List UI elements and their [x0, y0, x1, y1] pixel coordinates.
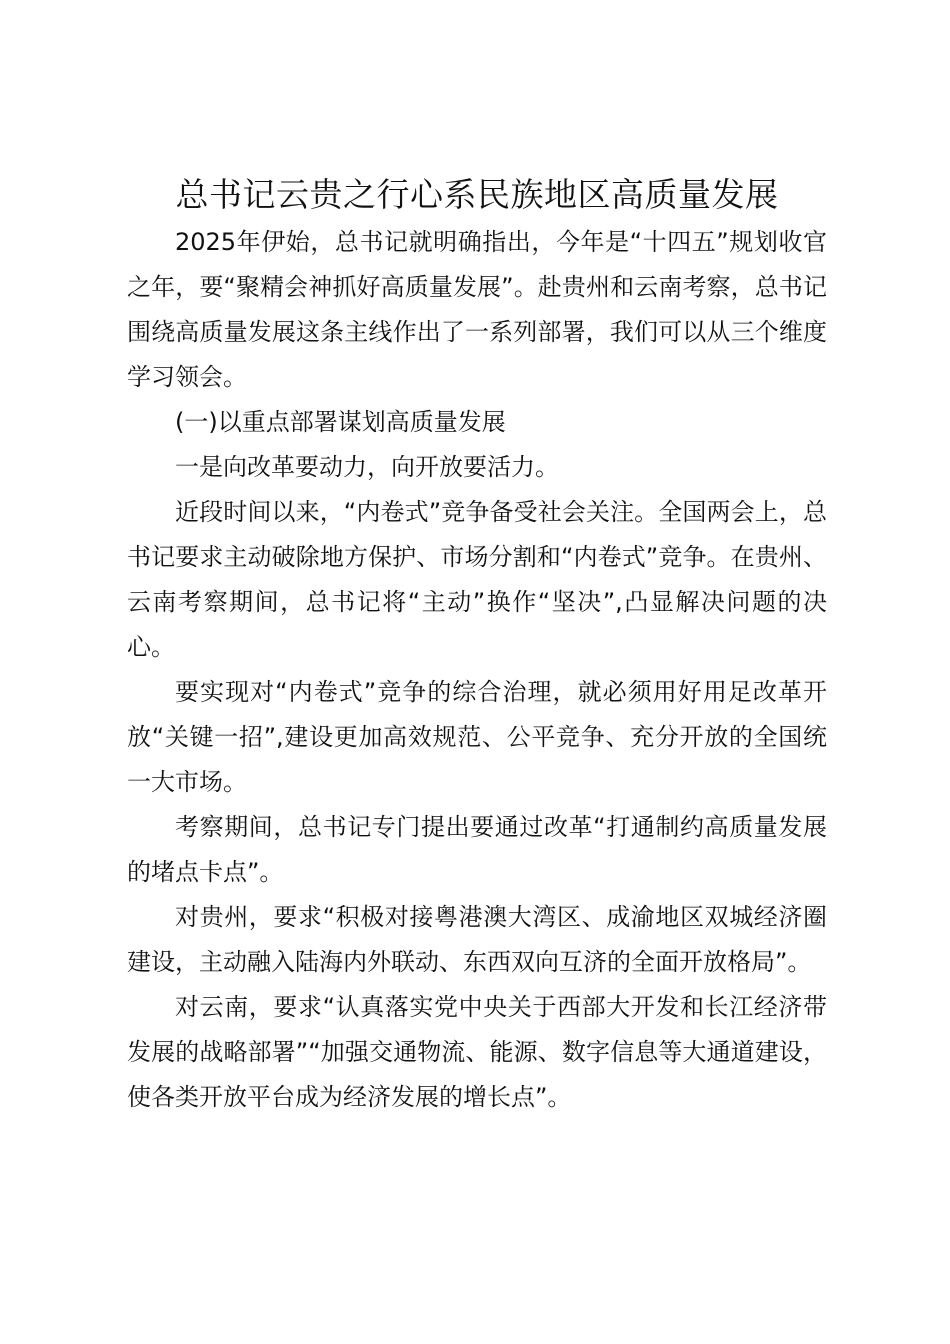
paragraph-guizhou: 对贵州，要求“积极对接粤港澳大湾区、成渝地区双城经济圈建设，主动融入陆海内外联动、东西双向互济的全面开放格局”。: [127, 903, 827, 976]
paragraph: 近段时间以来，“内卷式”竞争备受社会关注。全国两会上，总书记要求主动破除地方保护、市场分割和“内卷式”竞争。在贵州、云南考察期间，总书记将“主动”换作“坚决”,凸显解决问题的决心。: [127, 498, 827, 661]
document-body: [127, 170, 827, 1120]
section-heading: (一)以重点部署谋划高质量发展: [175, 408, 506, 436]
paragraph-point-one: 一是向改革要动力，向开放要活力。: [175, 453, 559, 481]
paragraph-yunnan: 对云南，要求“认真落实党中央关于西部大开发和长江经济带发展的战略部署”“加强交通物流、能源、数字信息等大通道建设，使各类开放平台成为经济发展的增长点”。: [127, 993, 827, 1111]
paragraph-intro: 2025年伊始，总书记就明确指出，今年是“十四五”规划收官之年，要“聚精会神抓好高质量发展”。赴贵州和云南考察，总书记围绕高质量发展这条主线作出了一系列部署，我们可以从三个维度学习领会。: [127, 228, 827, 391]
paragraph: 要实现对“内卷式”竞争的综合治理，就必须用好用足改革开放“关键一招”,建设更加高效规范、公平竞争、充分开放的全国统一大市场。: [127, 678, 827, 796]
paragraph: 考察期间，总书记专门提出要通过改革“打通制约高质量发展的堵点卡点”。: [127, 813, 827, 886]
document-title: 总书记云贵之行心系民族地区高质量发展: [175, 175, 779, 214]
